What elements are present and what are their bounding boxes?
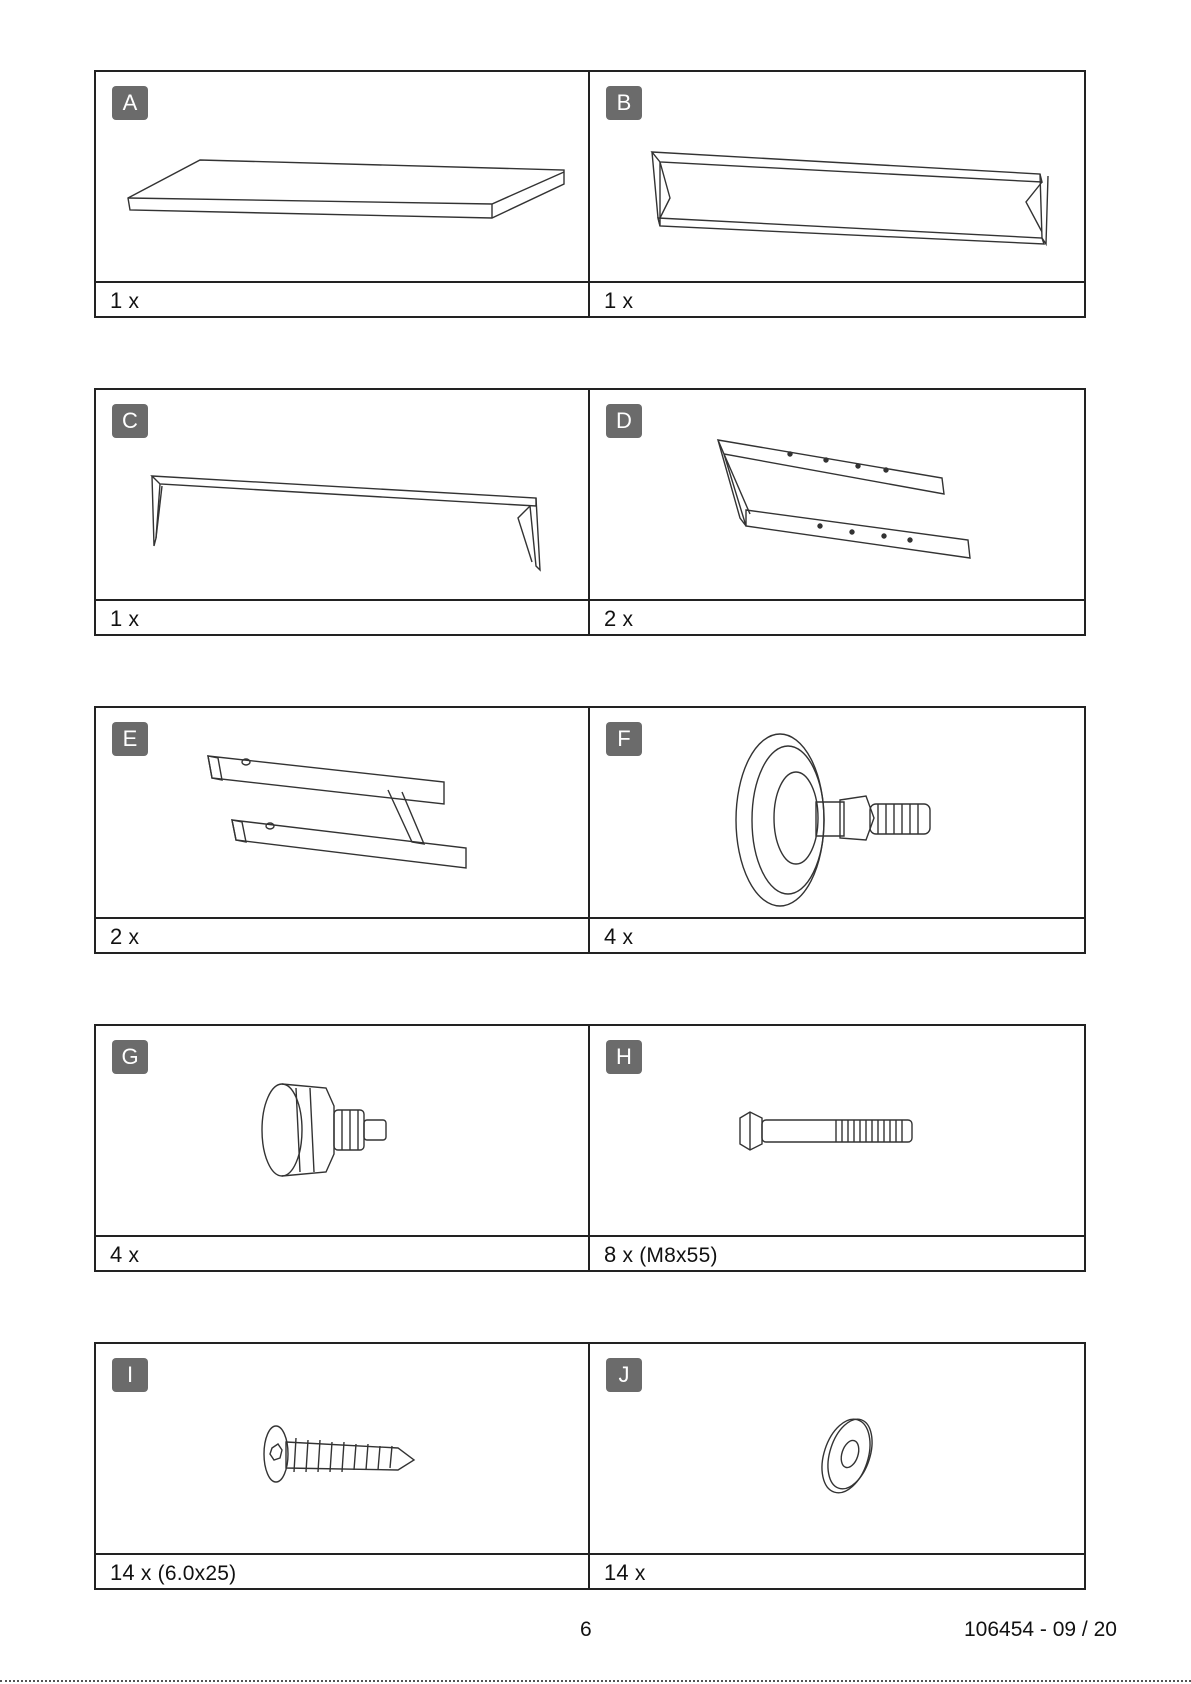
part-quantity <box>110 606 139 632</box>
part-quantity <box>604 1560 646 1586</box>
document-code: 106454 - 09 / 20 <box>964 1618 1117 1641</box>
part-illustration-area <box>590 708 1084 919</box>
part-letter-badge: H <box>606 1040 642 1074</box>
quantity-number: 1 <box>604 288 617 313</box>
quantity-number: 2 <box>604 606 617 631</box>
part-cell-f <box>590 708 1084 952</box>
quantity-unit: x <box>634 1562 646 1585</box>
part-cell-a <box>96 72 590 316</box>
quantity-number: 14 <box>110 1560 135 1585</box>
part-illustration-area <box>590 72 1084 283</box>
part-illustration-area <box>96 1344 588 1555</box>
part-cell-h <box>590 1026 1084 1270</box>
part-letter-badge: C <box>112 404 148 438</box>
quantity-number: 1 <box>110 288 123 313</box>
washer-icon <box>590 1344 1082 1553</box>
part-cell-e <box>96 708 590 952</box>
quantity-number: 4 <box>604 924 617 949</box>
part-letter-badge: G <box>112 1040 148 1074</box>
leveling-foot-icon <box>590 708 1082 917</box>
parts-row-4 <box>94 1024 1086 1272</box>
quantity-unit: x (6.0x25) <box>140 1562 237 1585</box>
part-illustration-area <box>96 390 588 601</box>
part-cell-j <box>590 1344 1084 1588</box>
quantity-unit: x (M8x55) <box>622 1244 718 1267</box>
part-letter-badge: I <box>112 1358 148 1392</box>
h-bracket-icon <box>96 708 588 917</box>
part-quantity <box>604 606 633 632</box>
part-quantity <box>604 288 633 314</box>
parts-row-3 <box>94 706 1086 954</box>
part-cell-i <box>96 1344 590 1588</box>
quantity-number: 4 <box>110 1242 123 1267</box>
quantity-number: 2 <box>110 924 123 949</box>
threaded-insert-icon <box>96 1026 588 1235</box>
quantity-number: 8 <box>604 1242 617 1267</box>
part-letter-badge: E <box>112 722 148 756</box>
parts-row-2 <box>94 388 1086 636</box>
tabletop-board-icon <box>96 72 588 281</box>
rectangular-frame-icon <box>590 72 1082 281</box>
part-illustration-area <box>96 1026 588 1237</box>
part-illustration-area <box>590 1344 1084 1555</box>
part-quantity <box>110 1242 139 1268</box>
part-quantity <box>604 924 633 950</box>
part-cell-c <box>96 390 590 634</box>
part-illustration-area <box>590 1026 1084 1237</box>
part-cell-d <box>590 390 1084 634</box>
part-illustration-area <box>590 390 1084 601</box>
crossbar-icon <box>96 390 588 599</box>
quantity-number: 14 <box>604 1560 629 1585</box>
part-letter-badge: F <box>606 722 642 756</box>
quantity-unit: x <box>622 926 634 949</box>
quantity-unit: x <box>128 1244 140 1267</box>
part-cell-b <box>590 72 1084 316</box>
part-quantity <box>110 288 139 314</box>
part-letter-badge: D <box>606 404 642 438</box>
part-quantity <box>110 1560 236 1586</box>
page-number: 6 <box>580 1618 592 1641</box>
screw-icon <box>96 1344 588 1553</box>
parts-row-5 <box>94 1342 1086 1590</box>
part-cell-g <box>96 1026 590 1270</box>
part-letter-badge: A <box>112 86 148 120</box>
quantity-number: 1 <box>110 606 123 631</box>
quantity-unit: x <box>128 926 140 949</box>
part-letter-badge: J <box>606 1358 642 1392</box>
quantity-unit: x <box>128 608 140 631</box>
page-edge-divider <box>0 1680 1191 1682</box>
hex-bolt-icon <box>590 1026 1082 1235</box>
quantity-unit: x <box>622 290 634 313</box>
part-illustration-area <box>96 72 588 283</box>
part-quantity <box>604 1242 718 1268</box>
part-illustration-area <box>96 708 588 919</box>
parts-row-1 <box>94 70 1086 318</box>
side-frame-icon <box>590 390 1082 599</box>
quantity-unit: x <box>128 290 140 313</box>
part-quantity <box>110 924 139 950</box>
quantity-unit: x <box>622 608 634 631</box>
part-letter-badge: B <box>606 86 642 120</box>
